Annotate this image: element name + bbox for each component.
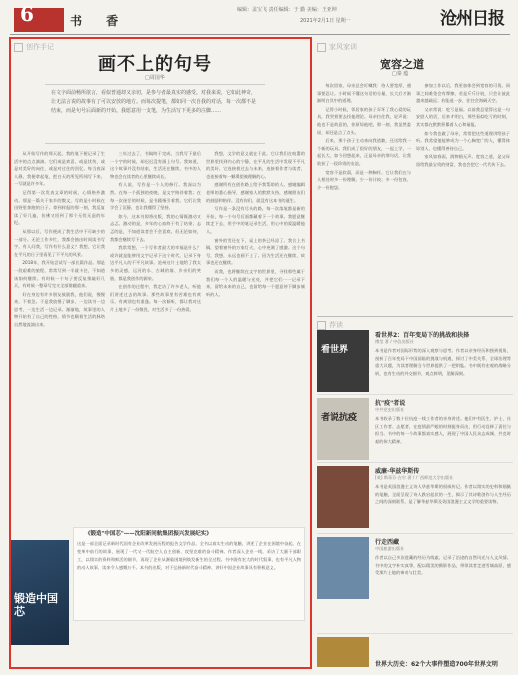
intro-text: 在文字面前畅所欲言，看似普通却又亲切，是参与者最真实的感受。对我来说，它如此神奇，让无法言说的故事有了可以安放的地方。而每次提笔，都如同一次自我的对话，每一次都不是结束，而是句号后面新的开始。我愿意用一支笔，为生活写下更多的注脚…… — [51, 90, 257, 114]
paragraph: 从那以后，写作便成了我生活中不可缺少的一部分。无论工作多忙，我都会抽出时间读书写字。有人问我，写作有什么意义？我想，它让我在平凡的日子里看见了不平凡的风景。 — [14, 228, 105, 257]
section-name: 书 香 — [70, 14, 129, 28]
pen-icon — [14, 43, 23, 52]
recommend-book-title: 行走西藏 — [375, 539, 400, 546]
right-text-column-1 — [317, 82, 411, 310]
recommend-item — [317, 637, 513, 667]
editor-credits: 编辑：盖宝飞 责任编辑：于 勤 美编：王亚坤 — [237, 7, 337, 13]
recommend-book-meta: [英] 斯蒂芬·吉尔 著 / 广西师范大学出版社 — [375, 475, 454, 480]
recommend-book-meta: 傅莹 著 / 中信出版社 — [375, 339, 414, 344]
recommend-separator — [317, 462, 513, 463]
paragraph: 三年过去了，书稿终于完成。当我写下最后一个字的时候，却迟迟没有画上句号。我知道，这个故事并没有结束，生活还在继续，书中的人物也会在读者的心里继续成长。 — [110, 151, 201, 179]
paragraph: 在创作的过程中，我走访了许多老人，听他们讲述过去的故事。那些故事里有苦难也有欢乐，有离别也有重逢。每一次倾听，都让我对这片土地多了一份敬畏，对生活多了一份热爱。 — [110, 284, 201, 312]
right-text-column-2 — [416, 82, 510, 310]
right-article-title: 宽容之道 — [380, 58, 424, 71]
main-text-column-1 — [14, 150, 105, 522]
paragraph: 写作是一条没有尽头的路。每一次落笔都是新的开始，每一个句号后面都藏着下一个故事。我愿意继续走下去，用手中的笔记录生活，用心中的爱温暖他人。 — [206, 206, 305, 234]
recommend-book-desc: 本书收录了数十位抗疫一线工作者的亲身讲述。他们中有医生、护士、社区工作者、志愿者，在疫情最严峻的时刻挺身而出，用行动诠释了责任与担当。书中的每一个故事都真实感人，展现了中国人民众志成城、共克时艰的伟大精神。 — [375, 416, 511, 444]
paragraph: 好在身边有许多朋友鼓励我，他们说，慢慢来，不着急。于是我放慢了脚步，一边读书一边思考，一边生活一边记录。渐渐地，故事里的人物开始有了自己的性格，情节也顺着生活的脉络自然地流淌出来。 — [14, 291, 105, 328]
issue-date: 2021年2月1日 星期一 — [300, 18, 351, 24]
newspaper-logo: 沧州日报 — [440, 9, 504, 29]
book-icon — [317, 321, 326, 330]
book-cover — [317, 330, 369, 392]
recommend-column-label: 荐读 — [329, 321, 343, 329]
paragraph: 窗外的雪还在下，桌上的茶已经凉了。我合上书稿，望着窗外的万家灯火，心中充满了感激。这个句号，我想，永远也画不上了。因为生活还在继续，故事也还在继续。 — [206, 237, 305, 266]
recommend-item — [317, 537, 513, 601]
paragraph: 从开始写作的那天起，我的笔下便记录了生活中的点点滴滴。它们或是欢喜，或是忧伤，或是对美好的向往，或是对过往的回忆。每当夜深人静，我便拿起笔，把白天的所见所闻写下来，一写就是许多年。 — [14, 151, 105, 187]
book-ad-text: 这是一部全面记录新时代国有企业改革发展历程的报告文学作品。全书以真实生动的笔触，讲述了企业在困境中奋起、在变革中前行的故事，展现了一代又一代航空人自主创新、攻坚克难的奋斗精神。作者深入企业一线，采访了大量干部职工，以翔实的资料和鲜活的细节，再现了企业从濒临困境到焕发新生的全过程。书中既有宏大的时代叙事，也有平凡人物的动人故事，读来令人感慨万千。本书的出版，对于弘扬新时代奋斗精神、讲好中国企业故事具有积极意义。 — [77, 541, 301, 570]
paragraph: 如今，这本书即将出版，我的心情既激动又忐忑。激动的是，多年的心血终于有了结果；忐忑的是，不知道读者会不会喜欢。但无论如何，我都会继续写下去。 — [110, 213, 201, 242]
book-cover — [317, 637, 369, 667]
book-cover — [317, 466, 369, 528]
paragraph: 如今我也做了母亲，常常把这些道理讲给孩子听。我希望他能够成为一个心胸宽广的人，懂得体谅别人，也懂得善待自己。 — [416, 130, 510, 151]
recommend-book-title: 抗"疫"者说 — [375, 400, 406, 407]
page-header — [0, 0, 518, 36]
paragraph: 记得小时候，邻居家的孩子弄坏了我心爱的玩具，我哭着要去找他理论。母亲拉住我，轻声说：他也不是故意的，你原谅他吧。那一刻，我虽然委屈，却还是点了点头。 — [317, 106, 411, 135]
section-number: 6 — [20, 2, 34, 26]
right-article-author: □秦 蕴 — [392, 71, 409, 77]
main-article-intro — [45, 84, 265, 144]
recommend-separator — [317, 394, 513, 395]
recommend-item — [317, 466, 513, 530]
main-article-author: □周国华 — [145, 75, 165, 81]
paragraph: 后来，那个孩子主动来向我道歉，还送给我一个新的玩具。我们成了很好的朋友，一起上学，一起长大。如今回想起来，正是母亲的那句话，让我收获了一段珍贵的友谊。 — [317, 138, 411, 166]
main-column-tag — [14, 42, 54, 52]
recommend-book-desc: 作者以自己多次进藏的经历为线索，记录了沿途的自然风光与人文风情。书中的文字朴实真挚，配以精美的摄影作品，带领读者走进雪域高原，感受那片土地的神奇与壮美。 — [375, 555, 511, 576]
book-cover — [317, 398, 369, 460]
paragraph: 感谢所有在创作路上给予我帮助的人。感谢编辑老师的悉心指导，感谢家人的默默支持，感谢朋友们的鼓励和陪伴。没有你们，就没有这本书的诞生。 — [206, 182, 305, 203]
paragraph: 每次回家，母亲总会叮嘱我：待人要宽厚，遇事要忍让。小时候不懂这句话的分量，长大后才渐渐明白其中的道理。 — [317, 83, 411, 104]
paragraph: 参加工作以后，我更加体会到宽容的可贵。同事之间难免会有摩擦，若是斤斤计较，只会让彼此越来越疏远；若能退一步，往往会海阔天空。 — [416, 83, 510, 104]
house-icon — [317, 43, 326, 52]
recommend-book-meta: 中共党史出版社 — [375, 407, 405, 412]
book-cover-text: 者说抗疫 — [321, 413, 358, 423]
recommend-separator — [317, 633, 513, 634]
recommend-column-tag — [317, 320, 343, 330]
right-column-tag — [317, 42, 357, 52]
paragraph: 2018年，我开始尝试写一部长篇作品。那是一段艰难的旅程，常常写到一半就卡住，不知道该如何继续。有时候一个句子要反复推敲好几天，有时候一整章写完又全部推翻重来。 — [14, 260, 105, 289]
paragraph: 宽容不是软弱，而是一种胸怀。它让我们在与人相处时多一份理解，少一份计较；多一份包容，少一份抱怨。 — [317, 169, 411, 190]
book-cover-text: 看世界 — [321, 345, 349, 355]
main-text-column-2 — [110, 150, 201, 522]
paragraph: 家风如春雨，润物细无声。宽容之道，是父母留给我最宝贵的财富，我也会把它一代代传下去。 — [416, 154, 510, 167]
paragraph: 而我，也将继续在文字的世界里，寻找那些属于我们每一个人的温暖与光亮，并把它们一一记录下来，留给未来的自己，也留给每一个愿意停下脚步倾听的人。 — [206, 268, 305, 297]
paragraph: 父亲常说：吃亏是福。以前我总觉得这是一句安慰人的话，后来才明白，那些看似吃亏的时刻，其实都在默默积累着人心和福报。 — [416, 106, 510, 127]
recommend-book-title: 世界大历史：62个大事件塑造700年世界文明 — [375, 661, 498, 668]
recommend-book-desc: 本书是作者对国际形势的深入观察与思考。作者以亲身经历和独到视角，剖析了百年变局下中国面临的挑战与机遇，探讨了中美关系、全球治理等重大议题，为读者理解当今世界提供了一把钥匙。书中既有宏观的战略分析，也有生动的外交细节，观点鲜明，见解深刻。 — [375, 348, 511, 376]
recommend-divider — [317, 316, 513, 317]
header-divider — [10, 34, 510, 35]
recommend-book-title: 看世界2：百年变局下的挑战和抉择 — [375, 332, 470, 339]
book-cover — [317, 537, 369, 599]
main-article-title: 画不上的句号 — [98, 54, 212, 75]
recommend-book-meta: 中国旅游出版社 — [375, 546, 405, 551]
paragraph: 记得第一次发表文章的时候，心情格外激动。那是一篇关于家乡的散文，写的是小时候在田野里奔跑的日子。拿到样报的那一刻，我反复读了好几遍，仿佛又回到了那个无忧无虑的年纪。 — [14, 189, 105, 226]
paragraph: 有人说，写作是一个人的修行。我深以为然。在每一个孤独的夜晚，是文字陪伴着我；在每一次迷茫的时候，是书籍指引着我。它们让我学会了沉静，也让我懂得了坚持。 — [110, 182, 201, 211]
right-column-label: 家风家训 — [329, 43, 357, 51]
main-text-column-3 — [206, 150, 305, 522]
recommend-book-desc: 本书是英国浪漫主义诗人华兹华斯的权威传记。作者以翔实的史料和细腻的笔触，全面呈现了诗人跌宕起伏的一生，揭示了其诗歌创作与人生经历之间的深刻联系，是了解华兹华斯及英国浪漫主义文学的重要读物。 — [375, 484, 511, 505]
recommend-item — [317, 330, 513, 394]
main-column-label: 创作手记 — [26, 43, 54, 51]
recommend-separator — [317, 533, 513, 534]
recommend-item — [317, 398, 513, 462]
book-ad-title: 《锻造"中国芯"——沈阳新同航集团振兴发展纪实》 — [85, 531, 212, 537]
book-cover-title: 锻造中国芯 — [14, 592, 58, 618]
paragraph: 我常常想，一个写作者最大的幸福是什么？或许就是能够用文字记录下这个时代，记录下身边平凡人的不平凡故事。沧州这片土地给了我太多的灵感，运河的水、古城的墙、乡亲们的笑脸，都是我创作的源泉。 — [110, 245, 201, 281]
recommend-book-title: 威廉·华兹华斯传 — [375, 468, 420, 475]
paragraph: 我想，文学的意义就在于此。它让我们在喧嚣的世界里找到内心的宁静，在平凡的生活中发现不平凡的美好。它连接着过去与未来，连接着作者与读者，也连接着每一颗渴望被理解的心。 — [206, 151, 305, 179]
